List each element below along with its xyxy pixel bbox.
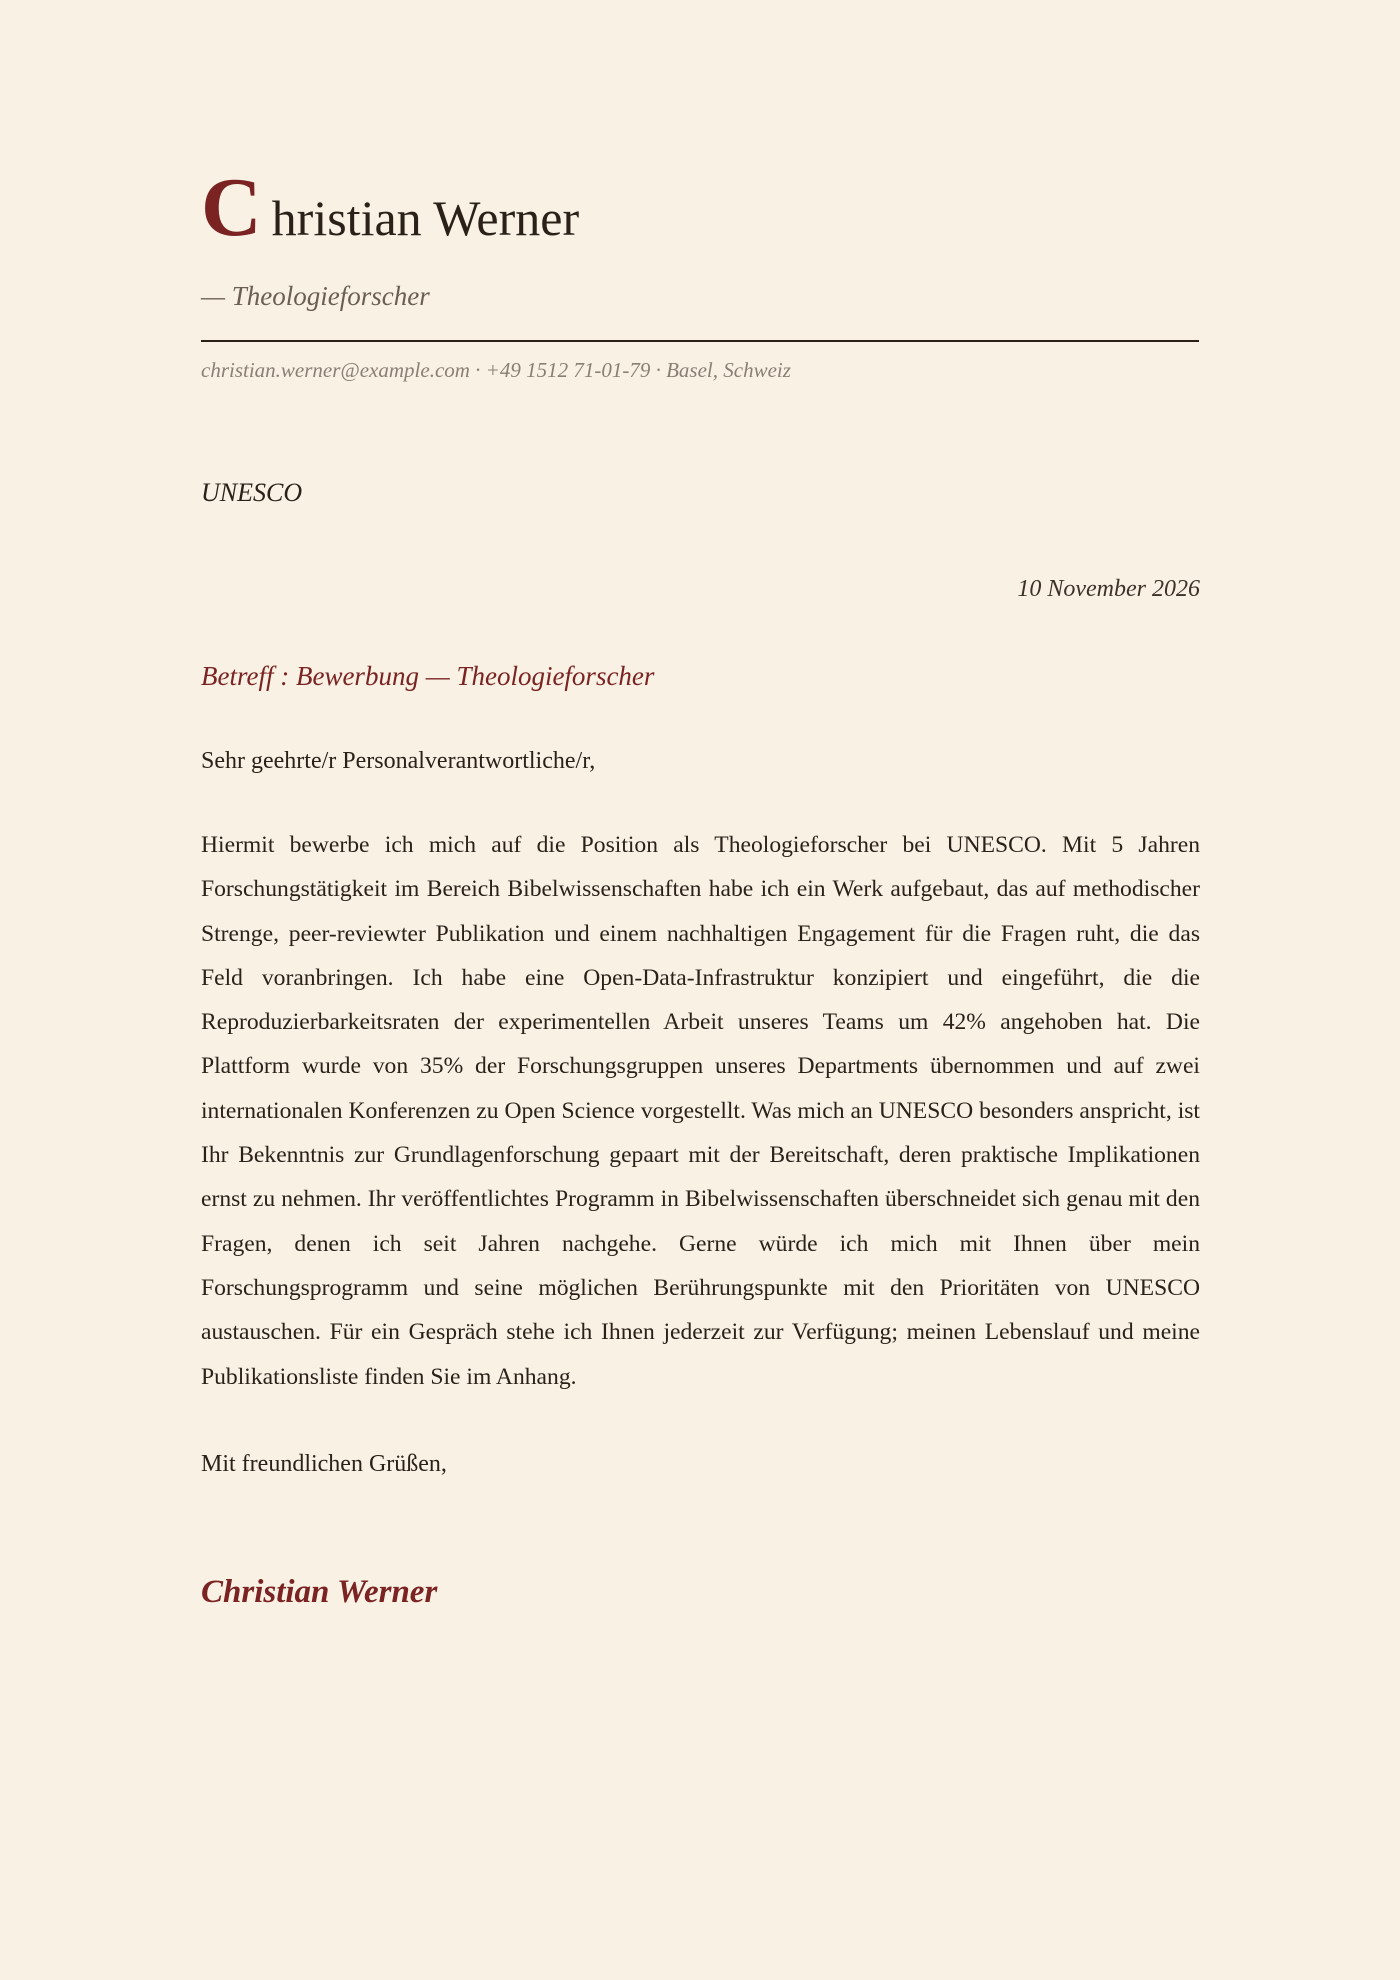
closing: Mit freundlichen Grüßen, [201,1451,447,1477]
recipient: UNESCO [201,478,303,507]
letter-body: Hiermit bewerbe ich mich auf die Position als Theologieforscher bei UNESCO. Mit 5 Jahren Forschungstätigkeit im Bereich Bibelwissenschaften habe ich ein Werk aufgebaut, das auf methodischer Strenge, peer-reviewter Publikation und einem nachhaltigen Engagement für die Fragen ruht, die das Feld voranbringen. Ich habe eine Open-Data-Infrastruktur konzipiert und eingeführt, die die Reproduzierbarkeitsraten der experimentellen Arbeit unseres Teams um 42% angehoben hat. Die Plattform wurde von 35% der Forschungsgruppen unseres Departments übernommen und auf zwei internationalen Konferenzen zu Open Science vorgestellt. Was mich an UNESCO besonders anspricht, ist Ihr Bekenntnis zur Grundlagenforschung gepaart mit der Bereitschaft, deren praktische Implikationen ernst zu nehmen. Ihr veröffentlichtes Programm in Bibelwissenschaften überschneidet sich genau mit den Fragen, denen ich seit Jahren nachgehe. Gerne würde ich mich mit Ihnen über mein Forschungsprogramm und seine möglichen Berührungspunkte mit den Prioritäten von UNESCO austauschen. Für ein Gespräch stehe ich Ihnen jederzeit zur Verfügung; meinen Lebenslauf und meine Publikationsliste finden Sie im Anhang. [201,832,1200,1390]
contact-line: christian.werner@example.com · +49 1512 71-01-79 · Basel, Schweiz [201,358,791,382]
salutation: Sehr geehrte/r Personalverantwortliche/r, [201,748,596,774]
letter-date: 10 November 2026 [1017,576,1200,602]
name-initial: C [201,161,262,254]
subject-line: Betreff : Bewerbung — Theologieforscher [201,661,655,691]
signature: Christian Werner [201,1574,438,1610]
applicant-name [201,161,580,254]
name-rest: hristian Werner [271,190,580,246]
job-title: — Theologieforscher [201,281,430,311]
header-divider [201,340,1199,342]
